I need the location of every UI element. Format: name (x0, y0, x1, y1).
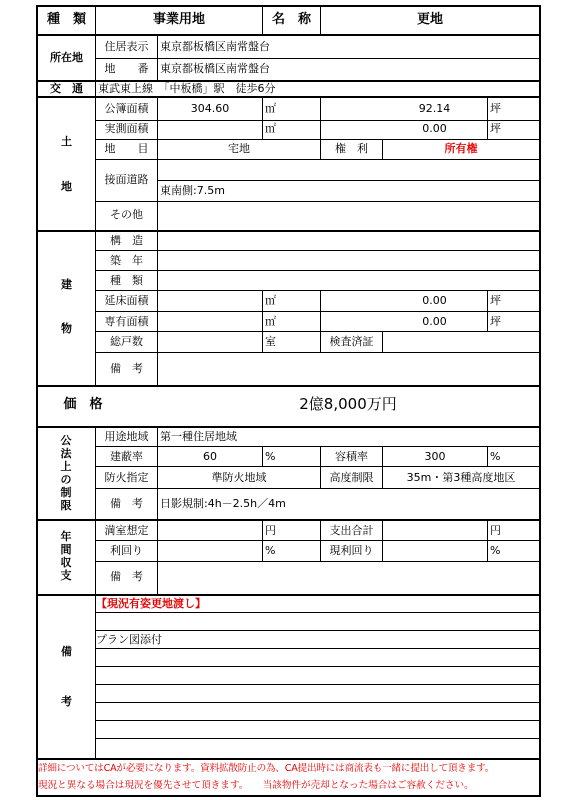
divider (95, 120, 540, 121)
regulation-section-char: 法 (60, 447, 72, 460)
far-value: 300 (424, 450, 446, 463)
divider (36, 230, 540, 232)
divider (95, 666, 540, 667)
other-label: その他 (110, 208, 143, 221)
divider (487, 446, 488, 467)
bcr-unit: % (265, 450, 276, 463)
building-remarks-label: 備 考 (110, 362, 143, 375)
far-unit: % (490, 450, 501, 463)
divider (95, 201, 540, 202)
divider (36, 758, 540, 760)
transport-value: 東武東上線 「中板橋」駅 徒歩6分 (98, 82, 276, 95)
bcr-label: 建蔽率 (110, 450, 143, 463)
divider (95, 684, 540, 685)
tsubo-unit: 坪 (490, 102, 501, 115)
height-value: 35m・第3種高度地区 (406, 471, 516, 484)
regulation-section-char: 限 (60, 499, 72, 512)
private-area-label: 専有面積 (104, 315, 149, 328)
income-section-char: 間 (60, 543, 72, 556)
inspection-label: 検査済証 (329, 335, 374, 348)
notes-line-1: 【現況有姿更地渡し】 (96, 597, 206, 610)
far-label: 容積率 (335, 450, 368, 463)
regulation-section-char: 上 (60, 460, 72, 473)
divider (95, 139, 540, 140)
divider (262, 521, 263, 561)
divider (382, 331, 383, 352)
yield-label: 利回り (110, 544, 143, 557)
divider (95, 352, 540, 353)
private-area-tsubo-unit: 坪 (490, 315, 501, 328)
divider (36, 594, 540, 596)
private-area-tsubo: 0.00 (422, 315, 447, 328)
price-label: 価 格 (63, 397, 103, 412)
registry-area-label: 公簿面積 (104, 102, 149, 115)
divider (95, 311, 540, 312)
divider (36, 385, 540, 387)
category-value: 宅地 (228, 142, 250, 155)
divider (95, 720, 540, 721)
yield-unit: % (265, 544, 276, 557)
lot-label: 地 番 (104, 62, 149, 75)
divider (262, 97, 263, 140)
age-label: 築 年 (110, 254, 143, 267)
lot-value: 東京都板橋区南常盤台 (160, 62, 270, 75)
kind-label: 種 類 (110, 274, 143, 287)
structure-label: 構 造 (110, 234, 143, 247)
units-label: 総戸数 (110, 335, 143, 348)
location-section-label: 所在地 (50, 51, 83, 64)
divider (487, 290, 488, 332)
divider (95, 488, 540, 489)
frame-bottom (36, 795, 540, 797)
measured-sqm-unit: ㎡ (265, 122, 276, 135)
regulation-remarks-label: 備 考 (110, 497, 143, 510)
sqm-unit: ㎡ (265, 102, 276, 115)
divider (95, 648, 540, 649)
measured-tsubo-value: 0.00 (422, 122, 447, 135)
divider (95, 612, 540, 613)
zoning-label: 用途地域 (104, 430, 149, 443)
floor-area-unit: ㎡ (265, 294, 276, 307)
divider (95, 250, 540, 251)
units-unit: 室 (265, 335, 276, 348)
divider (487, 97, 488, 140)
divider (262, 446, 263, 467)
regulation-section-char: 制 (60, 486, 72, 499)
divider (95, 630, 540, 631)
divider (95, 446, 540, 447)
income-remarks-label: 備 考 (110, 570, 143, 583)
notes-section-top: 備 (61, 645, 72, 658)
building-section-top: 建 (61, 278, 72, 291)
net-yield-label: 現利回り (329, 544, 374, 557)
rights-value: 所有権 (444, 142, 478, 155)
divider (95, 702, 540, 703)
land-section-top: 土 (61, 135, 72, 148)
zoning-value: 第一種住居地域 (160, 430, 237, 443)
divider (36, 426, 540, 428)
expense-label: 支出合計 (329, 524, 374, 537)
divider (95, 58, 540, 59)
price-value: 2億8,000万円 (299, 395, 397, 413)
divider (95, 466, 540, 467)
fire-value: 準防火地域 (211, 471, 267, 484)
notes-line-2: プラン図添付 (96, 633, 162, 646)
divider (95, 540, 540, 541)
divider (36, 34, 540, 36)
road-value: 東南側:7.5m (160, 184, 225, 197)
divider (36, 96, 540, 98)
full-occupancy-unit: 円 (265, 524, 276, 537)
type-label: 種 類 (46, 12, 86, 27)
category-label: 地 目 (104, 142, 149, 155)
divider (95, 561, 540, 562)
floor-area-tsubo: 0.00 (422, 294, 447, 307)
building-section-bottom: 物 (61, 322, 72, 335)
footer-line-2: 現況と異なる場合は現況を優先させて頂きます。 当該物件が売却となった場合はご容赦ください。 (38, 780, 474, 791)
divider (487, 521, 488, 561)
income-section-char: 年 (60, 530, 72, 543)
rights-label: 権 利 (335, 142, 368, 155)
full-occupancy-label: 満室想定 (104, 524, 149, 537)
measured-area-label: 実測面積 (104, 122, 149, 135)
road-label: 接面道路 (104, 173, 149, 186)
footer-line-1: 詳細についてはCAが必要になります。資料拡散防止の為、CA提出時には商流表も一緒に提出して頂きます。 (38, 763, 495, 774)
divider (95, 331, 540, 332)
frame-right (539, 5, 541, 797)
income-section-char: 支 (60, 569, 72, 582)
registry-area-value: 304.60 (190, 102, 230, 115)
floor-area-label: 延床面積 (104, 294, 149, 307)
type-value: 事業用地 (152, 12, 205, 27)
divider (36, 519, 540, 521)
registry-tsubo-value: 92.14 (418, 102, 451, 115)
divider (95, 159, 540, 160)
measured-tsubo-unit: 坪 (490, 122, 501, 135)
height-label: 高度制限 (329, 471, 374, 484)
land-section-bottom: 地 (61, 180, 72, 193)
frame-top (36, 5, 540, 7)
expense-unit: 円 (490, 524, 501, 537)
regulation-section-label (56, 434, 76, 512)
name-value: 更地 (416, 12, 443, 27)
divider (382, 521, 383, 561)
residence-value: 東京都板橋区南常盤台 (160, 40, 270, 53)
bcr-value: 60 (203, 450, 217, 463)
divider (157, 97, 158, 385)
private-area-unit: ㎡ (265, 315, 276, 328)
divider (157, 180, 540, 181)
divider (95, 290, 540, 291)
name-label: 名 称 (271, 12, 311, 27)
floor-area-tsubo-unit: 坪 (490, 294, 501, 307)
income-section-label (56, 530, 76, 582)
residence-label: 住居表示 (104, 40, 149, 53)
regulation-section-char: 公 (60, 434, 72, 447)
fire-label: 防火指定 (104, 471, 149, 484)
divider (95, 738, 540, 739)
transport-label: 交 通 (50, 82, 83, 95)
notes-section-bottom: 考 (61, 695, 72, 708)
net-yield-unit: % (490, 544, 501, 557)
regulation-section-char: の (60, 473, 72, 486)
income-section-char: 収 (60, 556, 72, 569)
divider (95, 270, 540, 271)
divider (262, 290, 263, 352)
regulation-remarks-value: 日影規制:4h－2.5h／4m (160, 497, 286, 510)
